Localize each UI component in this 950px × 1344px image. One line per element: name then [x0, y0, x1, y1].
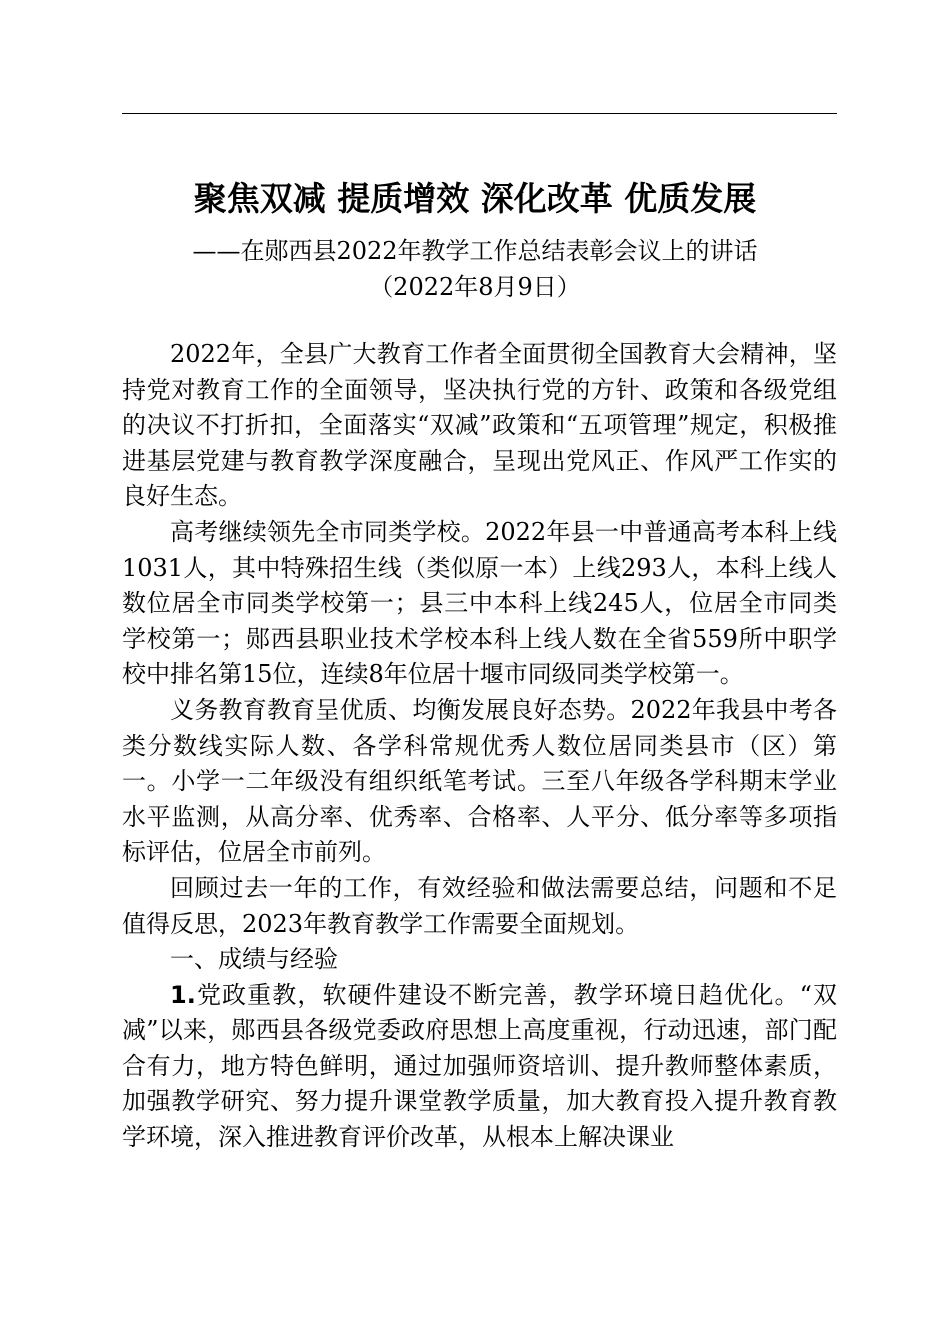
- document-date: （2022年8月9日）: [369, 273, 581, 301]
- item-number: 1.: [170, 980, 196, 1009]
- paragraph: 2022年，全县广大教育工作者全面贯彻全国教育大会精神，坚持党对教育工作的全面领导，坚决执行党的方针、政策和各级党组的决议不打折扣，全面落实“双减”政策和“五项管理”规定，积极推进基层党建与教育教学深度融合，呈现出党风正、作风严工作实的良好生态。: [122, 340, 837, 511]
- paragraph: 回顾过去一年的工作，有效经验和做法需要总结，问题和不足值得反思，2023年教育教学工作需要全面规划。: [122, 873, 837, 938]
- document-body: [122, 337, 837, 1156]
- header-rule: [122, 113, 837, 114]
- numbered-paragraph: [122, 978, 837, 1156]
- document-subtitle: ——在郧西县2022年教学工作总结表彰会议上的讲话: [192, 237, 758, 265]
- paragraph: 义务教育教育呈优质、均衡发展良好态势。2022年我县中考各类分数线实际人数、各学科常规优秀人数位居同类县市（区）第一。小学一二年级没有组织纸笔考试。三至八年级各学科期末学业水平监测，从高分率、优秀率、合格率、人平分、低分率等多项指标评估，位居全市前列。: [122, 695, 837, 867]
- paragraph: 高考继续领先全市同类学校。2022年县一中普通高考本科上线1031人，其中特殊招生线（类似原一本）上线293人，本科上线人数位居全市同类学校第一；县三中本科上线245人，位居全市同类学校第一；郧西县职业技术学校本科上线人数在全省559所中职学校中排名第15位，连续8年位居十堰市同级同类学校第一。: [122, 517, 837, 689]
- section-heading: 一、成绩与经验: [170, 945, 338, 974]
- document-title: 聚焦双减 提质增效 深化改革 优质发展: [193, 179, 757, 218]
- item-text: 党政重教，软硬件建设不断完善，教学环境日趋优化。“双减”以来，郧西县各级党委政府思想上高度重视，行动迅速，部门配合有力，地方特色鲜明，通过加强师资培训、提升教师整体素质，加强教学研究、努力提升课堂教学质量，加大教育投入提升教育教学环境，深入推进教育评价改革，从根本上解决课业: [122, 980, 837, 1152]
